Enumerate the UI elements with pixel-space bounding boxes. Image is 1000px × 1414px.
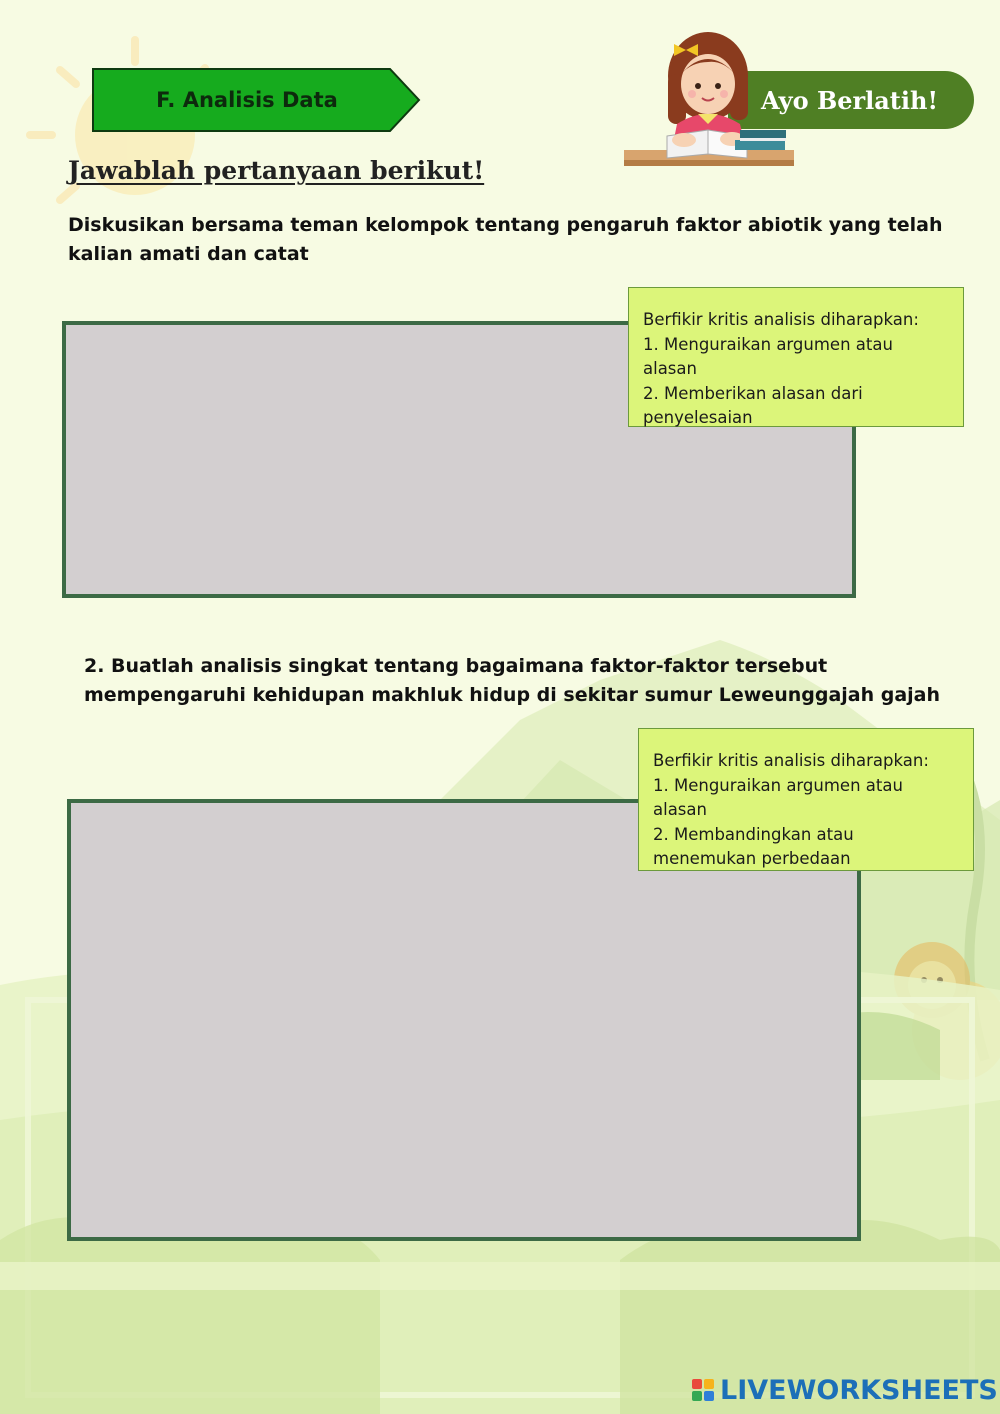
hint-title: Berfikir kritis analisis diharapkan: bbox=[643, 310, 919, 329]
page-heading: Jawablah pertanyaan berikut! bbox=[68, 156, 485, 185]
section-banner bbox=[92, 68, 422, 132]
girl-studying-illustration bbox=[622, 24, 797, 174]
badge-label: Ayo Berlatih! bbox=[760, 85, 938, 115]
question-1-text: Diskusikan bersama teman kelompok tentang pengaruh faktor abiotik yang telah kalian amati dan catat bbox=[68, 214, 943, 265]
hint-item: 1. Menguraikan argumen atau alasan bbox=[653, 775, 903, 819]
hint-item: 1. Menguraikan argumen atau alasan bbox=[643, 334, 893, 378]
question-2-text: 2. Buatlah analisis singkat tentang bagaimana faktor-faktor tersebut mempengaruhi kehidupan makhluk hidup di sekitar sumur Leweunggajah gajah bbox=[84, 655, 941, 706]
hint-title: Berfikir kritis analisis diharapkan: bbox=[653, 751, 929, 770]
hint-item: 2. Memberikan alasan dari penyelesaian bbox=[643, 383, 863, 427]
hint-box-1 bbox=[628, 287, 964, 427]
liveworksheets-logo-icon bbox=[692, 1379, 714, 1401]
brand-text: LIVEWORKSHEETS bbox=[720, 1374, 998, 1406]
hint-item: 2. Membandingkan atau menemukan perbedaan bbox=[653, 824, 854, 868]
liveworksheets-logo[interactable] bbox=[692, 1374, 998, 1406]
section-title: F. Analisis Data bbox=[156, 88, 338, 112]
hint-box-2 bbox=[638, 728, 974, 871]
